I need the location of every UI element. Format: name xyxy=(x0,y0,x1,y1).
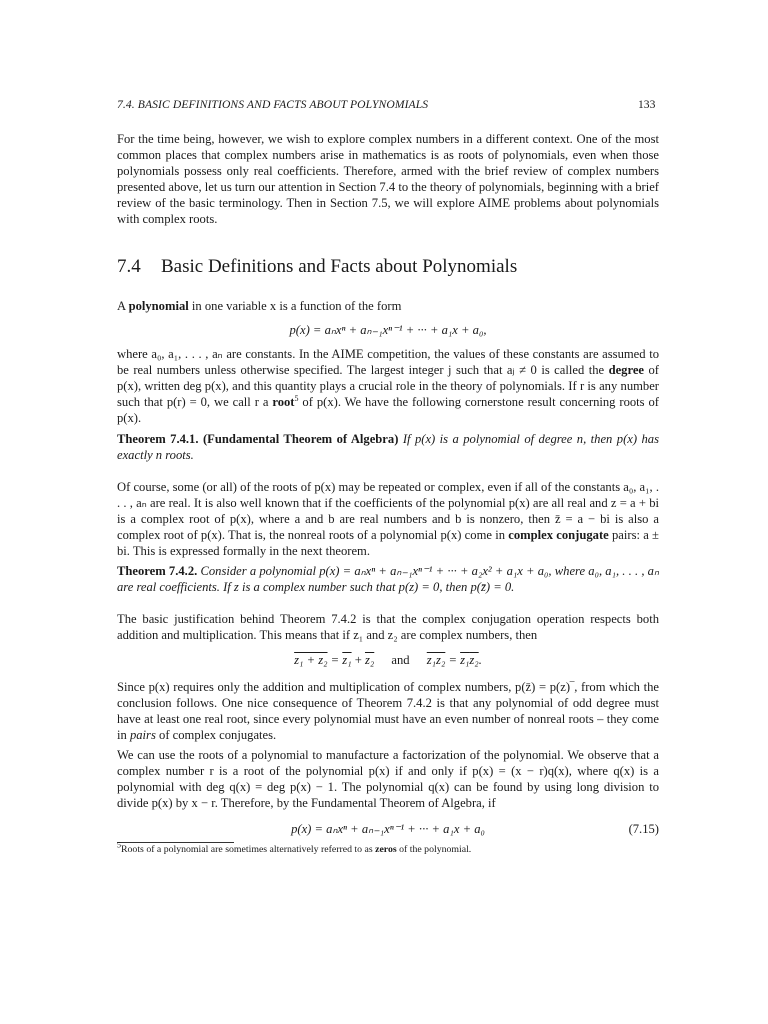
conj-product-b: z₂ xyxy=(469,653,479,667)
definition-lead: A xyxy=(117,299,126,313)
equation-number: (7.15) xyxy=(628,822,659,836)
equation-7-15 xyxy=(117,821,659,837)
consequence-paragraph xyxy=(117,679,659,743)
conjugate-text-1: Of course, some (or all) of the roots of p(x) may be repeated or complex, even if all of the constants a₀, a₁, . . . , aₙ are real. It is also well known that if the coefficients of the polynomial p(x) are all real and z = a + bi is a complex root of p(x), where a and b are real numbers and b is nonzero, then z̄ = a − bi is also a complex root of p(x). That is, the nonreal roots of a polynomial p(x) come in xyxy=(117,480,659,542)
definition-rest: in one variable x is a function of the form xyxy=(191,299,402,313)
footnote-divider xyxy=(117,842,234,843)
term-polynomial: polynomial xyxy=(128,299,189,313)
term-pairs: pairs xyxy=(129,728,156,742)
theorem-742-statement: Consider a polynomial p(x) = aₙxⁿ + aₙ₋₁xⁿ⁻¹ + ··· + a₂x² + a₁x + a₀, where a₀, a₁, . . . , aₙ are real coefficients. If z is a complex number such that p(z) = 0, then p(z̄) = 0. xyxy=(117,564,659,594)
conj-period: . xyxy=(478,653,482,667)
footnote-text-1: Roots of a polynomial are sometimes alternatively referred to as xyxy=(121,844,373,855)
term-zeros: zeros xyxy=(375,844,397,855)
conj-sum-a: z₁ xyxy=(342,653,352,667)
theorem-7-4-1 xyxy=(117,431,659,463)
footnote-number: 5 xyxy=(117,840,121,850)
section-title: Basic Definitions and Facts about Polynomials xyxy=(161,256,518,277)
conj-sum-plus: + xyxy=(351,653,365,667)
section-number: 7.4 xyxy=(117,256,141,277)
degree-text-3: of p(x). We have the following cornerstone result concerning roots of p(x). xyxy=(117,395,659,425)
section-heading xyxy=(117,256,517,278)
conj-product-a: z₁ xyxy=(460,653,470,667)
theorem-742-label: Theorem 7.4.2. xyxy=(117,564,198,578)
consequence-text-1: Since p(x) requires only the addition and multiplication of complex numbers, p(z̄) = p(z)‾, from which the conclusion follows. One nice consequence of Theorem 7.4.2 is that any polynomial of odd degree must have at least one real root, since every polynomial must have an even number of nonreal roots – they come in xyxy=(117,680,659,742)
equation-7-15-expression: p(x) = aₙxⁿ + aₙ₋₁xⁿ⁻¹ + ··· + a₁x + a₀ xyxy=(291,822,485,836)
conjugate-text-2: pairs: a ± bi. This is expressed formally in the next theorem. xyxy=(117,528,659,558)
conj-connector: and xyxy=(391,653,410,667)
degree-text-1: where a₀, a₁, . . . , aₙ are constants. In the AIME competition, the values of these constants are assumed to be real numbers unless otherwise specified. The largest integer j such that aⱼ ≠ 0 is called the xyxy=(117,347,659,377)
theorem-7-4-2 xyxy=(117,563,659,595)
degree-text-2: of p(x), written deg p(x), and this quantity plays a crucial role in the theory of polynomials. If r is any number such that p(r) = 0, we call r a xyxy=(117,363,659,409)
footnote xyxy=(117,840,659,856)
theorem-741-label: Theorem 7.4.1. xyxy=(117,432,199,446)
justification-paragraph: The basic justification behind Theorem 7.4.2 is that the complex conjugation operation respects both addition and multiplication. This means that if z₁ and z₂ are complex numbers, then xyxy=(117,612,659,642)
consequence-text-2: of complex conjugates. xyxy=(159,728,277,742)
footnote-text-2: of the polynomial. xyxy=(399,844,472,855)
definition-intro xyxy=(117,298,659,314)
conjugate-paragraph xyxy=(117,479,659,559)
conjugation-equation: z₁ + z₂ = z₁ + z₂ and z₁z₂ = z₁z₂. xyxy=(294,653,482,667)
conj-product-lhs: z₁z₂ xyxy=(426,653,446,667)
theorem-741-statement: If p(x) is a polynomial of degree n, then p(x) has exactly n roots. xyxy=(117,432,659,462)
factorization-paragraph: We can use the roots of a polynomial to manufacture a factorization of the polynomial. We observe that a complex number r is a root of the polynomial p(x) if and only if p(x) = (x − r)q(x), where q(x) is a polynomial with deg q(x) = deg p(x) − 1. The polynomial q(x) can be found by using long division to divide p(x) by x − r. Therefore, by the Fundamental Theorem of Algebra, if xyxy=(117,748,659,810)
polynomial-equation: p(x) = aₙxⁿ + aₙ₋₁xⁿ⁻¹ + ··· + a₁x + a₀, xyxy=(289,323,487,337)
term-degree: degree xyxy=(608,363,645,377)
conj-sum-lhs: z₁ + z₂ xyxy=(294,653,328,667)
footnote-marker: 5 xyxy=(294,393,299,403)
theorem-741-name: (Fundamental Theorem of Algebra) xyxy=(202,432,399,446)
page-number: 133 xyxy=(638,98,656,111)
term-complex-conjugate: complex conjugate xyxy=(508,528,609,542)
running-header: 7.4. BASIC DEFINITIONS AND FACTS ABOUT POLYNOMIALS xyxy=(117,98,429,111)
degree-paragraph xyxy=(117,346,659,426)
term-root: root xyxy=(272,395,295,409)
intro-paragraph: For the time being, however, we wish to explore complex numbers in a different context. One of the most common places that complex numbers arise in mathematics is as roots of polynomials, even when those polynomials possess only real coefficients. Therefore, armed with the brief review of complex numbers presented above, let us turn our attention in Section 7.4 to the theory of polynomials, beginning with a brief review of the basic terminology. Then in Section 7.5, we will explore AIME problems about polynomials with complex roots. xyxy=(117,132,659,226)
conj-sum-b: z₂ xyxy=(364,653,375,667)
